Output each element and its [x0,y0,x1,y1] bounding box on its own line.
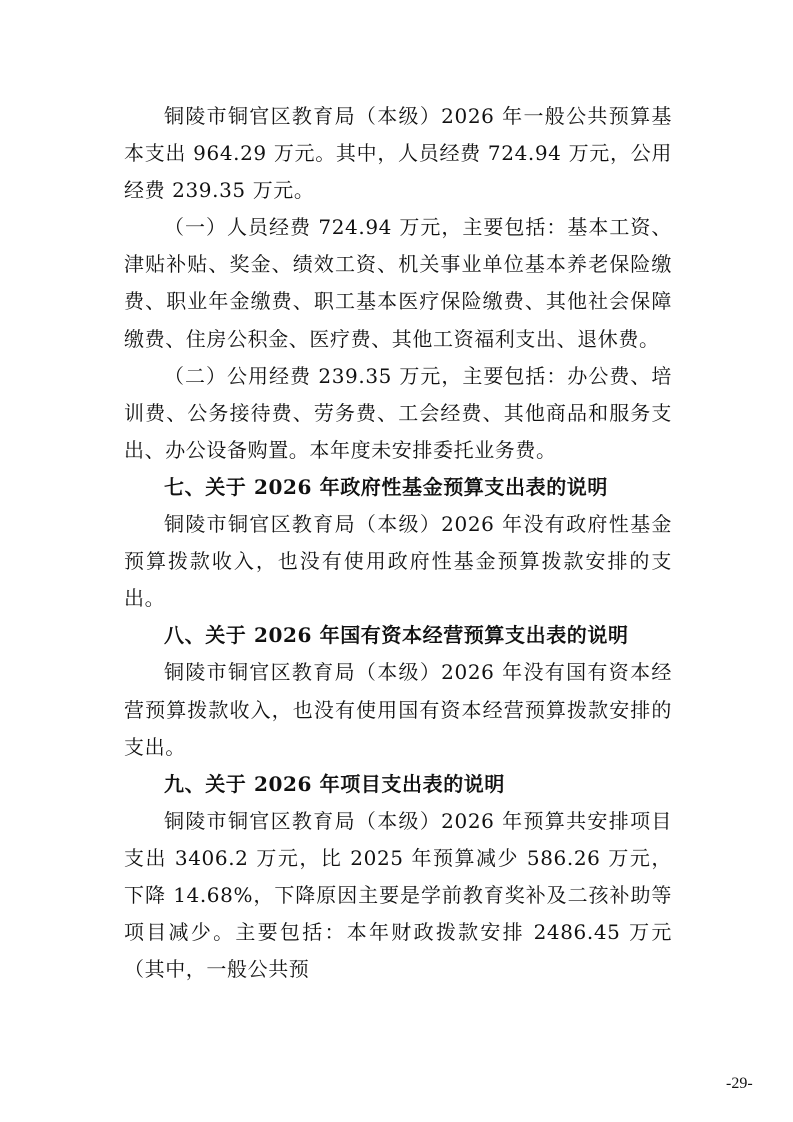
paragraph-public-expenses: （二）公用经费 239.35 万元，主要包括：办公费、培训费、公务接待费、劳务费、工会经费、其他商品和服务支出、办公设备购置。本年度未安排委托业务费。 [124,363,672,462]
paragraph-government-fund: 铜陵市铜官区教育局（本级）2026 年没有政府性基金预算拨款收入，也没有使用政府性基金预算拨款安排的支出。 [124,512,672,611]
heading-project-expenditure: 九、关于 2026 年项目支出表的说明 [164,771,505,796]
page-number: -29- [726,1075,753,1092]
heading-government-fund: 七、关于 2026 年政府性基金预算支出表的说明 [164,474,608,499]
paragraph-project-expenditure: 铜陵市铜官区教育局（本级）2026 年预算共安排项目支出 3406.2 万元，比 2025 年预算减少 586.26 万元，下降 14.68%，下降原因主要是学前教育奖补及二孩补助等项目减少。主要包括：本年财政拨款安排 2486.45 万元（其中，一般公共预 [124,808,672,982]
paragraph-basic-expenditure: 铜陵市铜官区教育局（本级）2026 年一般公共预算基本支出 964.29 万元。其中，人员经费 724.94 万元，公用经费 239.35 万元。 [124,104,672,203]
paragraph-personnel-expenses: （一）人员经费 724.94 万元，主要包括：基本工资、津贴补贴、奖金、绩效工资、机关事业单位基本养老保险缴费、职业年金缴费、职工基本医疗保险缴费、其他社会保障缴费、住房公积金、医疗费、其他工资福利支出、退休费。 [124,215,672,351]
document-body [124,98,672,988]
paragraph-state-capital: 铜陵市铜官区教育局（本级）2026 年没有国有资本经营预算拨款收入，也没有使用国有资本经营预算拨款安排的支出。 [124,660,672,759]
heading-state-capital: 八、关于 2026 年国有资本经营预算支出表的说明 [164,623,629,648]
